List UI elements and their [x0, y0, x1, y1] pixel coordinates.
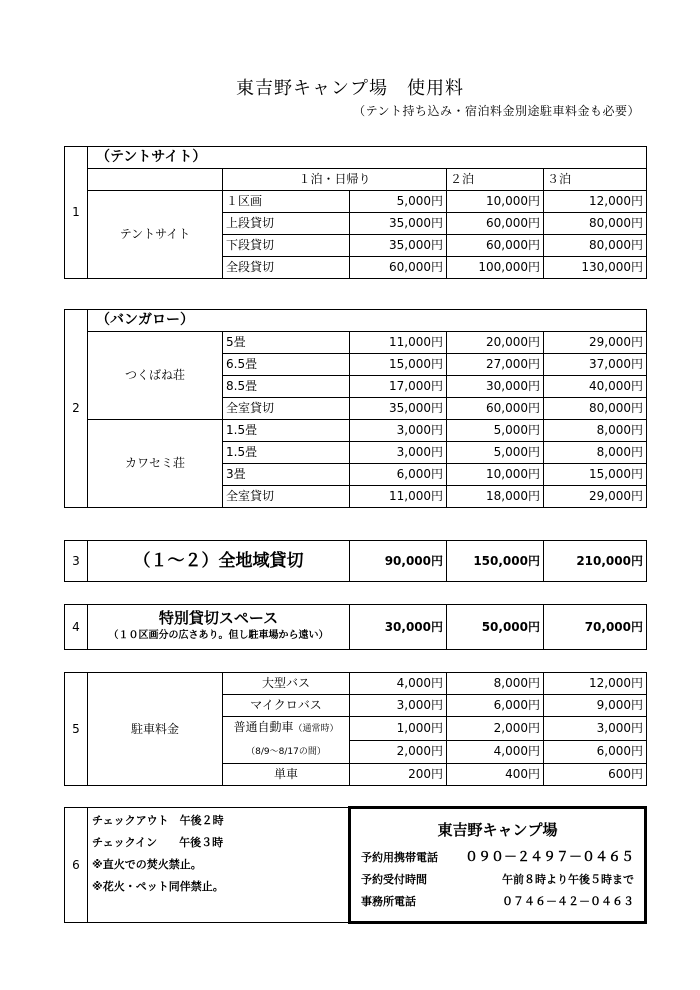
all-area-table	[64, 540, 647, 582]
price-cell: 60,000円	[447, 213, 544, 235]
price-cell: 2,000円	[447, 717, 544, 741]
bungalow-table	[64, 309, 647, 508]
price-cell: 4,000円	[447, 740, 544, 764]
price-cell: 6,000円	[350, 464, 447, 486]
column-header-2nights: ２泊	[447, 169, 544, 191]
row-label: 1.5畳	[223, 420, 350, 442]
price-cell: 80,000円	[544, 235, 647, 257]
group-label: テントサイト	[88, 191, 223, 279]
row-label: 全段貸切	[223, 257, 350, 279]
price-cell: 11,000円	[350, 332, 447, 354]
checkout-note: チェックアウト 午後２時	[92, 814, 224, 827]
price-cell: 90,000円	[350, 541, 447, 582]
price-cell: 1,000円	[350, 717, 447, 741]
section-heading: （テントサイト）	[88, 147, 647, 169]
price-cell: 5,000円	[350, 191, 447, 213]
price-cell: 60,000円	[350, 257, 447, 279]
price-cell: 50,000円	[447, 605, 544, 650]
price-cell: 8,000円	[544, 420, 647, 442]
price-cell: 150,000円	[447, 541, 544, 582]
price-cell: 9,000円	[544, 695, 647, 717]
column-header-1night: １泊・日帰り	[223, 169, 447, 191]
price-cell: 30,000円	[447, 376, 544, 398]
price-cell: 11,000円	[350, 486, 447, 508]
price-cell: 100,000円	[447, 257, 544, 279]
office-number: ０７４６－４２－０４６３	[502, 895, 634, 908]
contact-box	[350, 808, 646, 923]
page-subtitle: （テント持ち込み・宿泊料金別途駐車料金も必要）	[353, 104, 640, 118]
price-cell: 70,000円	[544, 605, 647, 650]
price-cell: 27,000円	[447, 354, 544, 376]
price-cell: 6,000円	[447, 695, 544, 717]
row-label: 5畳	[223, 332, 350, 354]
price-cell: 200円	[350, 764, 447, 786]
price-cell: 12,000円	[544, 191, 647, 213]
price-cell: 2,000円	[350, 740, 447, 764]
section-number: 5	[65, 673, 88, 786]
rules-notes	[88, 808, 350, 923]
mobile-number: ０９０－２４９７－０４６５	[464, 850, 634, 865]
group-label: つくばね荘	[88, 332, 223, 420]
price-cell: 210,000円	[544, 541, 647, 582]
row-label: 8.5畳	[223, 376, 350, 398]
group-label: 駐車料金	[88, 673, 223, 786]
section-number: 2	[65, 310, 88, 508]
price-cell: 40,000円	[544, 376, 647, 398]
group-label: カワセミ荘	[88, 420, 223, 508]
special-space-label: 特別貸切スペース	[158, 609, 279, 627]
row-label: 全室貸切	[223, 398, 350, 420]
price-cell: 35,000円	[350, 398, 447, 420]
tent-site-table	[64, 146, 647, 279]
row-label-note: （通常時）	[293, 724, 339, 734]
price-cell: 80,000円	[544, 398, 647, 420]
price-cell: 10,000円	[447, 191, 544, 213]
section-heading: （バンガロー）	[88, 310, 647, 332]
table-row	[65, 420, 647, 442]
price-cell: 5,000円	[447, 420, 544, 442]
special-space-note: （１０区画分の広さあり。但し駐車場から遠い）	[108, 630, 329, 641]
price-cell: 60,000円	[447, 398, 544, 420]
table-row	[65, 332, 647, 354]
price-cell: 600円	[544, 764, 647, 786]
price-cell: 80,000円	[544, 213, 647, 235]
fireworks-pet-note: ※花火・ペット同伴禁止。	[92, 880, 224, 893]
camp-name: 東吉野キャンプ場	[437, 821, 558, 839]
info-table	[64, 806, 647, 924]
section-number: 6	[65, 808, 88, 923]
row-label: 3畳	[223, 464, 350, 486]
parking-table	[64, 672, 647, 786]
price-cell: 8,000円	[544, 442, 647, 464]
table-row	[65, 673, 647, 695]
row-label-note: （8/9～8/17の間）	[246, 747, 326, 757]
price-cell: 60,000円	[447, 235, 544, 257]
row-label: 1.5畳	[223, 442, 350, 464]
price-cell: 18,000円	[447, 486, 544, 508]
all-area-label: （１～２）全地域貸切	[88, 541, 350, 582]
price-cell: 3,000円	[544, 717, 647, 741]
row-label: １区画	[223, 191, 350, 213]
row-label: 普通自動車	[233, 720, 294, 734]
checkin-note: チェックイン 午後３時	[92, 836, 224, 849]
price-cell: 17,000円	[350, 376, 447, 398]
price-cell: 5,000円	[447, 442, 544, 464]
price-cell: 3,000円	[350, 420, 447, 442]
price-cell: 15,000円	[544, 464, 647, 486]
office-label: 事務所電話	[361, 895, 417, 908]
price-cell: 400円	[447, 764, 544, 786]
price-cell: 30,000円	[350, 605, 447, 650]
hours-label: 予約受付時間	[361, 873, 428, 886]
price-cell: 29,000円	[544, 486, 647, 508]
row-label: 6.5畳	[223, 354, 350, 376]
row-label: 全室貸切	[223, 486, 350, 508]
section-number: 3	[65, 541, 88, 582]
section-number: 1	[65, 147, 88, 279]
price-cell: 12,000円	[544, 673, 647, 695]
price-cell: 3,000円	[350, 695, 447, 717]
price-cell: 130,000円	[544, 257, 647, 279]
price-cell: 6,000円	[544, 740, 647, 764]
table-row	[65, 191, 647, 213]
price-cell: 20,000円	[447, 332, 544, 354]
price-cell: 15,000円	[350, 354, 447, 376]
section-number: 4	[65, 605, 88, 650]
price-cell: 35,000円	[350, 235, 447, 257]
price-cell: 10,000円	[447, 464, 544, 486]
column-header-3nights: ３泊	[544, 169, 647, 191]
special-space-table	[64, 604, 647, 650]
price-cell: 4,000円	[350, 673, 447, 695]
page-title: 東吉野キャンプ場 使用料	[236, 78, 464, 99]
price-cell: 3,000円	[350, 442, 447, 464]
row-label: 大型バス	[223, 673, 350, 695]
reception-hours: 午前８時より午後５時まで	[502, 873, 634, 886]
price-cell: 37,000円	[544, 354, 647, 376]
price-cell: 35,000円	[350, 213, 447, 235]
row-label: 単車	[223, 764, 350, 786]
price-cell: 29,000円	[544, 332, 647, 354]
row-label: 上段貸切	[223, 213, 350, 235]
row-label: マイクロバス	[223, 695, 350, 717]
price-cell: 8,000円	[447, 673, 544, 695]
row-label: 下段貸切	[223, 235, 350, 257]
fire-note: ※直火での焚火禁止。	[92, 858, 202, 871]
mobile-label: 予約用携帯電話	[361, 851, 439, 864]
